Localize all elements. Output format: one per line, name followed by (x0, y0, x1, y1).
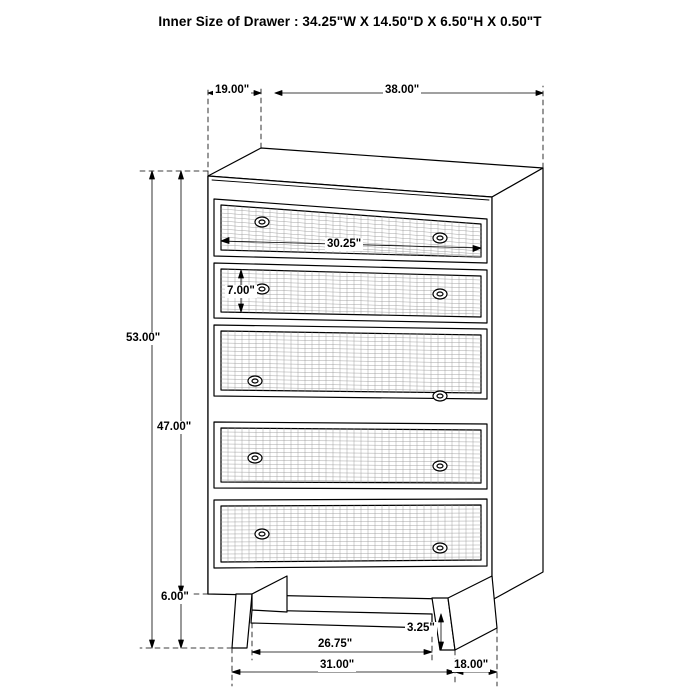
dim-label-depth-top: 19.00" (215, 84, 250, 96)
page-title: Inner Size of Drawer : 34.25"W X 14.50"D X 6.50"H X 0.50"T (158, 14, 542, 29)
dim-label-drawer-front-height: 7.00" (227, 285, 255, 297)
drawer-3 (214, 325, 487, 401)
dim-label-height-to-base: 47.00" (157, 421, 192, 433)
dim-label-width-top: 38.00" (385, 84, 420, 96)
dim-label-base-depth: 18.00" (454, 659, 489, 671)
dim-label-base-width: 31.00" (320, 659, 355, 671)
dim-label-drawer-front-width: 30.25" (327, 238, 362, 250)
drawer-5 (214, 499, 487, 568)
dim-label-overall-height: 53.00" (126, 332, 161, 344)
cabinet-right-side (492, 168, 543, 600)
drawer-4 (214, 422, 487, 489)
dim-label-leg-height: 6.00" (161, 591, 189, 603)
dim-label-stretcher-height: 3.25" (407, 622, 435, 634)
dim-label-base-inner-width: 26.75" (318, 638, 353, 650)
